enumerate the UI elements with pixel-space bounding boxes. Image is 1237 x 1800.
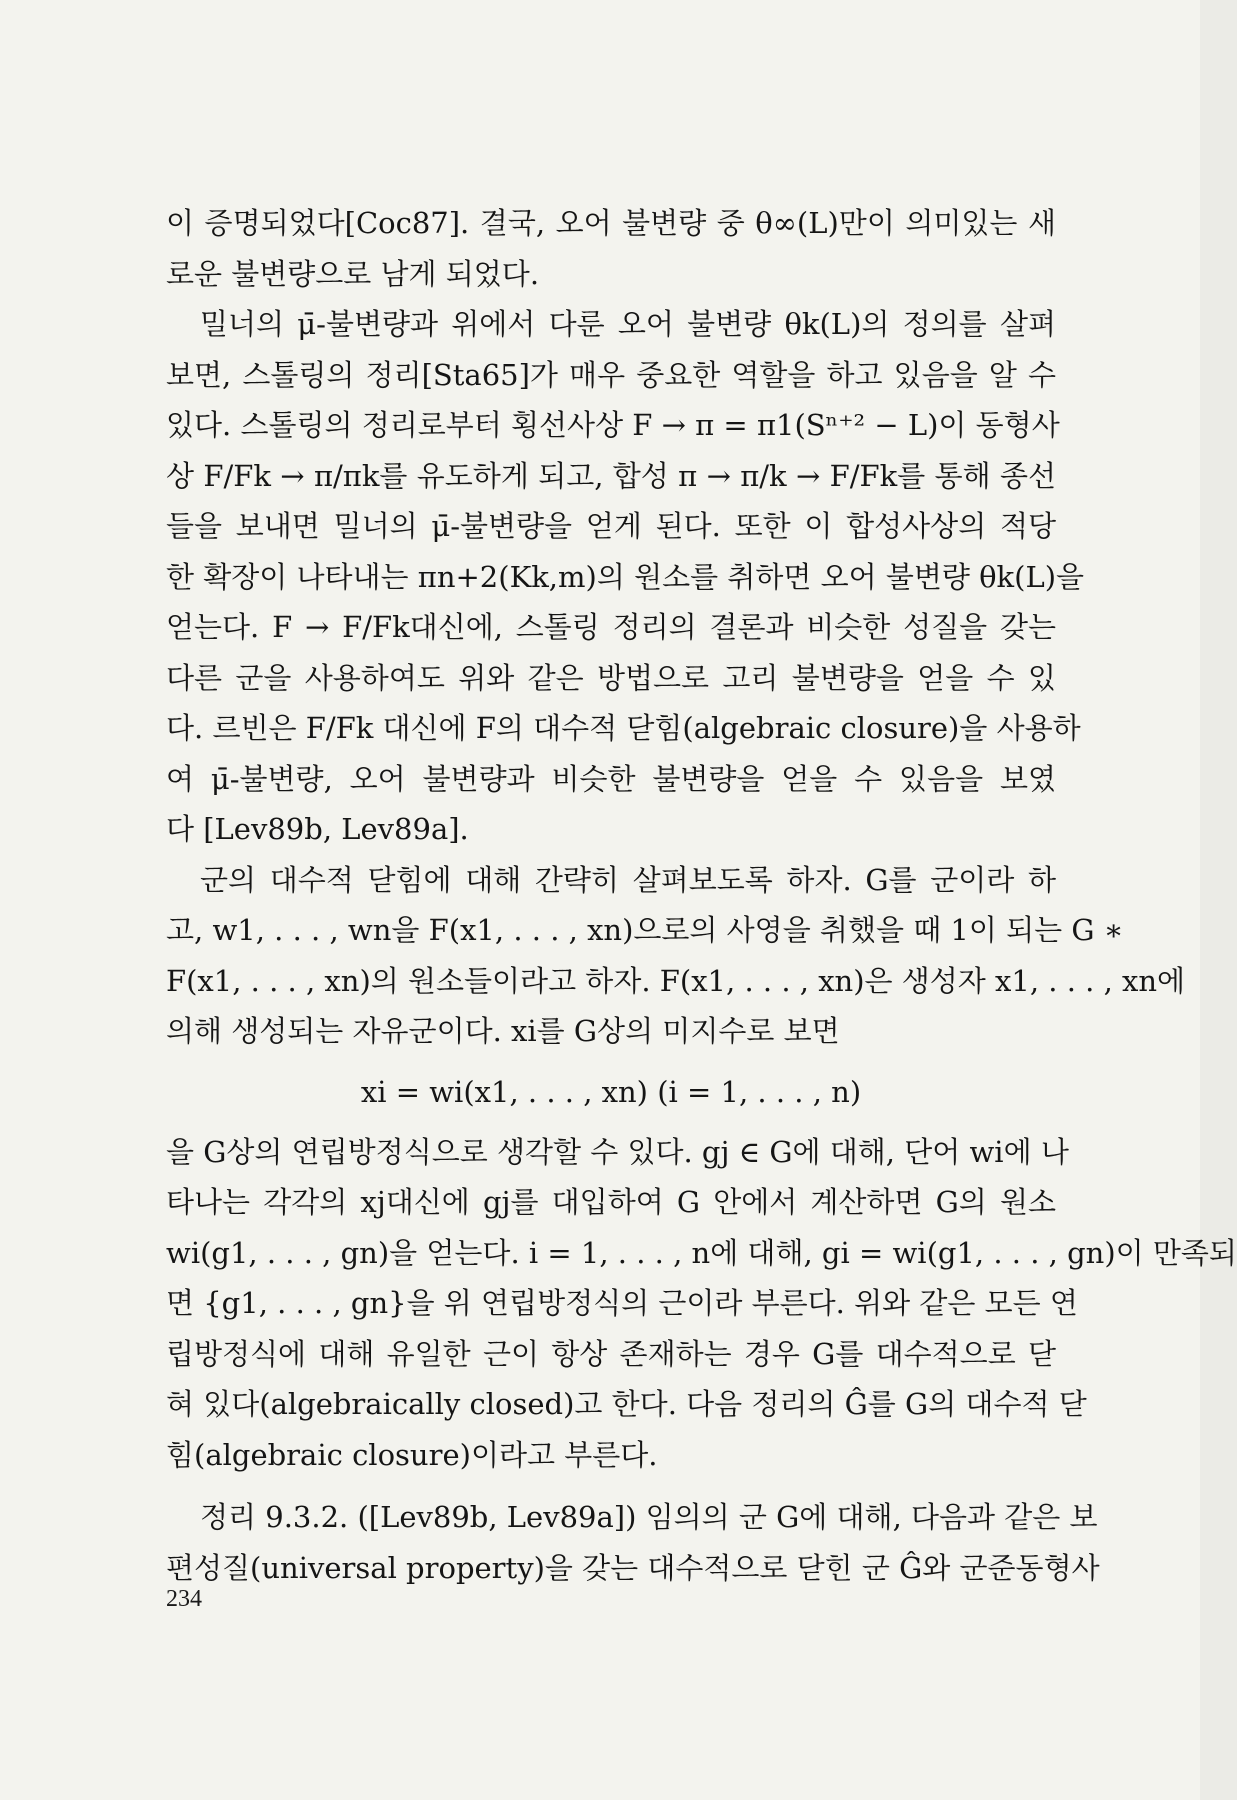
equation-line: xi = wi(x1, . . . , xn) (i = 1, . . . , n) <box>360 1074 862 1109</box>
text-line: 상 F/Fk → π/πk를 유도하게 되고, 합성 π → π/k → F/Fk를 통해 종선 <box>166 458 1056 493</box>
page-number: 234 <box>166 1586 202 1612</box>
text-line: 고, w1, . . . , wn을 F(x1, . . . , xn)으로의 사영을 취했을 때 1이 되는 G ∗ <box>166 913 1124 947</box>
text-line: 힘(algebraic closure)이라고 부른다. <box>166 1437 658 1472</box>
body-text <box>166 198 1237 1593</box>
text-line: 편성질(universal property)을 갖는 대수적으로 닫힌 군 Ĝ와 군준동형사 <box>166 1550 1100 1585</box>
text-line: 들을 보내면 밀너의 μ̄-불변량을 얻게 된다. 또한 이 합성사상의 적당 <box>166 509 1056 543</box>
text-line: 밀너의 μ̄-불변량과 위에서 다룬 오어 불변량 θk(L)의 정의를 살펴 <box>200 307 1056 341</box>
text-line: F(x1, . . . , xn)의 원소들이라고 하자. F(x1, . . . , xn)은 생성자 x1, . . . , xn에 <box>166 963 1186 998</box>
text-line: 립방정식에 대해 유일한 근이 항상 존재하는 경우 G를 대수적으로 닫 <box>166 1336 1056 1371</box>
text-line: wi(g1, . . . , gn)을 얻는다. i = 1, . . . , n에 대해, gi = wi(g1, . . . , gn)이 만족되 <box>166 1235 1237 1270</box>
text-line: 면 {g1, . . . , gn}을 위 연립방정식의 근이라 부른다. 위와 같은 모든 연 <box>166 1286 1078 1320</box>
text-line: 로운 불변량으로 남게 되었다. <box>166 256 540 291</box>
text-line: 이 증명되었다[Coc87]. 결국, 오어 불변량 중 θ∞(L)만이 의미있는 새 <box>166 206 1056 240</box>
text-line: 혀 있다(algebraically closed)고 한다. 다음 정리의 Ĝ를 G의 대수적 닫 <box>166 1387 1087 1421</box>
text-line: 여 μ̄-불변량, 오어 불변량과 비슷한 불변량을 얻을 수 있음을 보였 <box>166 761 1056 796</box>
text-line: 있다. 스톨링의 정리로부터 횡선사상 F → π = π1(Sⁿ⁺² − L)이 동형사 <box>166 408 1060 442</box>
theorem-heading-line: 정리 9.3.2. ([Lev89b, Lev89a]) 임의의 군 G에 대해, 다음과 같은 보 <box>200 1500 1098 1534</box>
text-line: 다 [Lev89b, Lev89a]. <box>166 812 469 846</box>
text-line: 다. 르빈은 F/Fk 대신에 F의 대수적 닫힘(algebraic closure)을 사용하 <box>166 711 1081 745</box>
text-line: 의해 생성되는 자유군이다. xi를 G상의 미지수로 보면 <box>166 1014 840 1048</box>
text-line: 보면, 스톨링의 정리[Sta65]가 매우 중요한 역할을 하고 있음을 알 수 <box>166 357 1056 392</box>
text-line: 을 G상의 연립방정식으로 생각할 수 있다. gj ∈ G에 대해, 단어 wi에 나 <box>166 1134 1069 1169</box>
text-line: 타나는 각각의 xj대신에 gj를 대입하여 G 안에서 계산하면 G의 원소 <box>166 1185 1056 1219</box>
text-line: 얻는다. F → F/Fk대신에, 스톨링 정리의 결론과 비슷한 성질을 갖는 <box>166 610 1056 644</box>
text-line: 군의 대수적 닫힘에 대해 간략히 살펴보도록 하자. G를 군이라 하 <box>200 862 1056 897</box>
text-line: 한 확장이 나타내는 πn+2(Kk,m)의 원소를 취하면 오어 불변량 θk(L)을 <box>166 559 1085 594</box>
text-line: 다른 군을 사용하여도 위와 같은 방법으로 고리 불변량을 얻을 수 있 <box>166 660 1056 695</box>
